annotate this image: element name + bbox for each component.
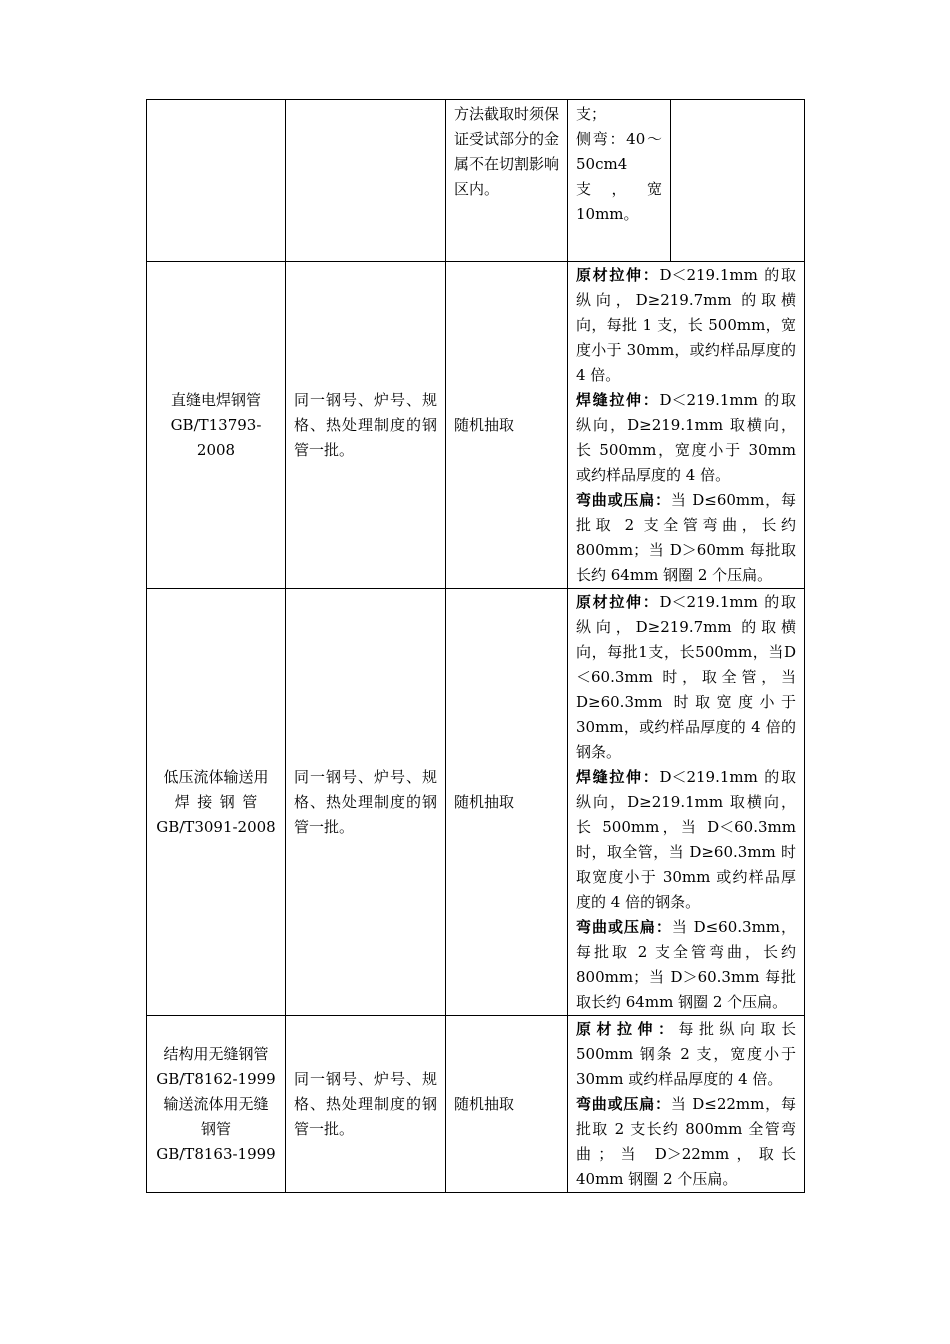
- sampling-table: [146, 99, 805, 1193]
- method-cell: [446, 589, 568, 1016]
- item-text: 当 D≤22mm，每批取 2 支长约 800mm 全管弯曲；当 D＞22mm，取长 40mm 钢圈 2 个压扁。: [576, 1095, 796, 1188]
- item-text: D＜219.1mm 的取纵向，D≥219.7mm 的取横向，每批 1 支，长 500mm，宽度小于 30mm，或约样品厚度的 4 倍。: [576, 266, 796, 384]
- sample-cell: [568, 589, 805, 1016]
- standard-code: GB/T8163-1999: [156, 1144, 276, 1163]
- method-cell: [446, 100, 568, 262]
- standard-code: GB/T8162-1999: [156, 1069, 276, 1088]
- table-row: [147, 100, 805, 262]
- batch-cell: [286, 100, 446, 262]
- item-label: 焊缝拉伸：: [576, 768, 660, 786]
- sample-text: 支；: [576, 105, 607, 123]
- sample-cell: [568, 1016, 805, 1193]
- product-name: 直缝电焊钢管: [170, 390, 261, 409]
- product-name-cell: [147, 1016, 286, 1193]
- sample-cell: [568, 262, 805, 589]
- method-text: 方法截取时须保证受试部分的金属不在切割影响区内。: [454, 105, 560, 198]
- batch-cell: [286, 262, 446, 589]
- table-row: [147, 1016, 805, 1193]
- batch-cell: [286, 1016, 446, 1193]
- product-name-cell: [147, 100, 286, 262]
- product-name: 低压流体输送用: [163, 767, 269, 786]
- table-row: [147, 262, 805, 589]
- table-row: [147, 589, 805, 1016]
- sample-item: [576, 388, 796, 488]
- batch-text: 同一钢号、炉号、规格、热处理制度的钢管一批。: [294, 767, 437, 836]
- product-name: 结构用无缝钢管: [163, 1044, 269, 1063]
- method-text: 随机抽取: [454, 792, 515, 811]
- sample-cell: [568, 100, 671, 262]
- item-text: D＜219.1mm 的取纵向，D≥219.1mm 取横向，长 500mm，宽度小于 30mm 或约样品厚度的 4 倍。: [576, 391, 796, 484]
- product-name: 焊接钢管: [174, 792, 265, 811]
- batch-text: 同一钢号、炉号、规格、热处理制度的钢管一批。: [294, 390, 437, 459]
- method-cell: [446, 1016, 568, 1193]
- method-cell: [446, 262, 568, 589]
- sample-item: [576, 590, 796, 765]
- sample-item: [576, 915, 796, 1015]
- sample-text: 侧弯：40～50cm4 支，宽 10mm。: [576, 130, 662, 223]
- item-label: 原材拉伸：: [576, 1020, 679, 1038]
- sample-item: [576, 765, 796, 915]
- sample-item: [576, 488, 796, 588]
- product-name-cell: [147, 262, 286, 589]
- item-text: D＜219.1mm 的取纵向，D≥219.1mm 取横向，长 500mm，当 D＜60.3mm 时，取全管，当 D≥60.3mm 时取宽度小于 30mm 或约样品厚度的 4 倍的钢条。: [576, 768, 796, 911]
- product-name: 钢管: [200, 1119, 231, 1138]
- product-name-cell: [147, 589, 286, 1016]
- remark-cell: [671, 100, 805, 262]
- item-label: 弯曲或压扁：: [576, 918, 672, 936]
- standard-code: GB/T13793-2008: [170, 415, 262, 459]
- item-label: 原材拉伸：: [576, 266, 660, 284]
- item-label: 弯曲或压扁：: [576, 491, 671, 509]
- sample-item: [576, 263, 796, 388]
- method-text: 随机抽取: [454, 1094, 515, 1113]
- item-label: 原材拉伸：: [576, 593, 660, 611]
- item-label: 弯曲或压扁：: [576, 1095, 671, 1113]
- method-text: 随机抽取: [454, 415, 515, 434]
- standard-code: GB/T3091-2008: [156, 817, 276, 836]
- batch-cell: [286, 589, 446, 1016]
- sample-item: [576, 1017, 796, 1092]
- batch-text: 同一钢号、炉号、规格、热处理制度的钢管一批。: [294, 1069, 437, 1138]
- item-text: 当 D≤60.3mm，每批取 2 支全管弯曲，长约 800mm；当 D＞60.3mm 每批取长约 64mm 钢圈 2 个压扁。: [576, 918, 796, 1011]
- sample-item: [576, 1092, 796, 1192]
- product-name: 输送流体用无缝: [163, 1094, 269, 1113]
- item-label: 焊缝拉伸：: [576, 391, 660, 409]
- item-text: D＜219.1mm 的取纵向，D≥219.7mm 的取横向，每批1支，长500mm，当D＜60.3mm 时，取全管，当 D≥60.3mm 时取宽度小于 30mm，或约样品厚度的 4 倍的钢条。: [576, 593, 796, 761]
- item-text: 当 D≤60mm，每批取 2 支全管弯曲，长约 800mm；当 D＞60mm 每批取长约 64mm 钢圈 2 个压扁。: [576, 491, 796, 584]
- item-text: 每批纵向取长 500mm 钢条 2 支，宽度小于 30mm 或约样品厚度的 4 倍。: [576, 1020, 796, 1088]
